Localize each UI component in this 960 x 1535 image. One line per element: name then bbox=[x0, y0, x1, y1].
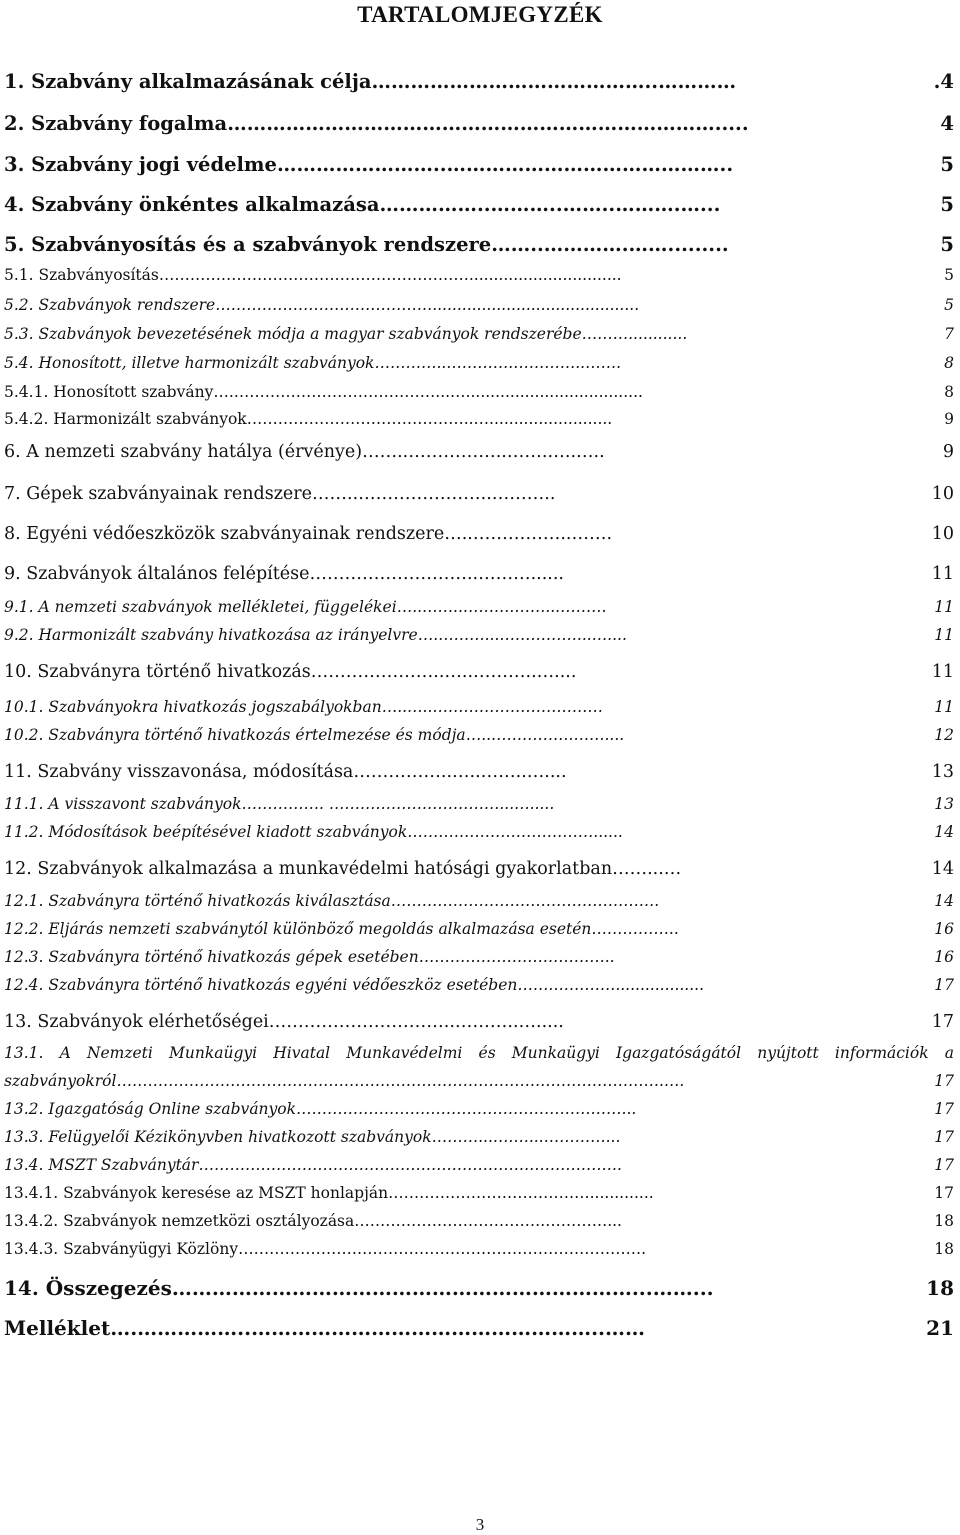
toc-label: 14. Összegezés bbox=[4, 1276, 172, 1300]
toc-page: 17 bbox=[934, 1184, 954, 1202]
toc-label: szabványokról bbox=[4, 1072, 117, 1090]
toc-label: 5.4.2. Harmonizált szabványok bbox=[4, 410, 247, 428]
toc-leader: ………………………..………...... bbox=[309, 564, 564, 584]
toc-entry-10-1[interactable] bbox=[4, 698, 954, 716]
toc-page: 17 bbox=[934, 1100, 954, 1118]
toc-label: 3. Szabvány jogi védelme bbox=[4, 153, 277, 176]
toc-page: 12 bbox=[934, 726, 954, 744]
page-number: 3 bbox=[475, 1515, 485, 1534]
toc-page: 21 bbox=[926, 1316, 954, 1340]
toc-entry-12[interactable] bbox=[4, 859, 954, 879]
toc-leader: ……………………..…………………………………….. bbox=[276, 153, 734, 176]
toc-entry-13-4[interactable] bbox=[4, 1156, 954, 1174]
toc-entry-11-2[interactable] bbox=[4, 823, 954, 841]
toc-leader: ….……………..……………………………………………..…… bbox=[110, 1316, 646, 1340]
toc-leader: …………………………………............. bbox=[388, 1184, 654, 1202]
toc-entry-melleklet[interactable] bbox=[4, 1316, 954, 1340]
toc-entry-13-4-2[interactable] bbox=[4, 1212, 954, 1230]
toc-label: 10. Szabványra történő hivatkozás bbox=[4, 662, 311, 682]
toc-leader: ………...….…...…………... bbox=[431, 1128, 621, 1146]
toc-label: 12. Szabványok alkalmazása a munkavédelmi hatósági gyakorlatban bbox=[4, 859, 613, 879]
toc-page: 16 bbox=[934, 948, 954, 966]
toc-leader: ….…………………………………...….................................... bbox=[213, 383, 643, 401]
toc-entry-10[interactable] bbox=[4, 662, 954, 682]
toc-entry-13[interactable] bbox=[4, 1012, 954, 1032]
toc-page: 11 bbox=[934, 698, 954, 716]
toc-page: 11 bbox=[931, 564, 954, 584]
toc-leader: ………............ bbox=[581, 325, 688, 343]
toc-entry-11-1[interactable] bbox=[4, 795, 954, 813]
toc-label: Melléklet bbox=[4, 1316, 111, 1340]
toc-leader: ……………. ……………………………...…..... bbox=[241, 795, 555, 813]
toc-leader: ……..……………..…….…..….. bbox=[362, 442, 605, 462]
toc-label: 2. Szabvány fogalma bbox=[4, 112, 228, 135]
toc-entry-5-4-2[interactable] bbox=[4, 410, 954, 428]
toc-page: 13 bbox=[931, 762, 954, 782]
toc-label: 5.4. Honosított, illetve harmonizált szabványok bbox=[4, 354, 375, 372]
toc-label: 13.4.3. Szabványügyi Közlöny bbox=[4, 1240, 239, 1258]
toc-label: 5.1. Szabványosítás bbox=[4, 266, 159, 284]
toc-label: 13.4.1. Szabványok keresése az MSZT honlapján bbox=[4, 1184, 389, 1202]
toc-entry-10-2[interactable] bbox=[4, 726, 954, 744]
toc-entry-11[interactable] bbox=[4, 762, 954, 782]
toc-entry-1[interactable] bbox=[4, 70, 954, 93]
toc-page: 14 bbox=[934, 823, 954, 841]
toc-page: 8 bbox=[944, 383, 954, 401]
toc-label: 13.2. Igazgatóság Online szabványok bbox=[4, 1100, 297, 1118]
toc-entry-2[interactable] bbox=[4, 112, 954, 135]
toc-leader: ……………………………………..…......................... bbox=[246, 410, 613, 428]
toc-leader: …………………..…..………..….... bbox=[310, 662, 577, 682]
toc-label: 12.3. Szabványra történő hivatkozás gépek esetében bbox=[4, 948, 419, 966]
toc-leader: …..……..……….……...……… bbox=[396, 598, 607, 616]
toc-leader: ………………………………...... bbox=[407, 823, 623, 841]
toc-label: 11.1. A visszavont szabványok bbox=[4, 795, 242, 813]
toc-entry-3[interactable] bbox=[4, 153, 954, 176]
toc-page: 16 bbox=[934, 920, 954, 938]
toc-entry-5-1[interactable] bbox=[4, 266, 954, 284]
toc-leader: ……………………………………..………… bbox=[371, 70, 737, 93]
toc-leader: …………….. bbox=[591, 920, 679, 938]
toc-entry-13-2[interactable] bbox=[4, 1100, 954, 1118]
toc-page: 18 bbox=[934, 1240, 954, 1258]
toc-entry-5-4[interactable] bbox=[4, 354, 954, 372]
toc-entry-12-2[interactable] bbox=[4, 920, 954, 938]
toc-leader: ……………………………………………………............................... bbox=[158, 266, 622, 284]
toc-leader: …………………………..………..…..... bbox=[268, 1012, 564, 1032]
toc-leader: ………………………………………………………... bbox=[296, 1100, 637, 1118]
toc-label: 10.1. Szabványokra hivatkozás jogszabályokban bbox=[4, 698, 382, 716]
toc-leader: …………………………………….......................................... bbox=[215, 296, 640, 314]
toc-entry-5[interactable] bbox=[4, 233, 954, 256]
toc-entry-12-1[interactable] bbox=[4, 892, 954, 910]
toc-entry-12-4[interactable] bbox=[4, 976, 954, 994]
toc-leader: …….………….................. bbox=[517, 976, 705, 994]
toc-leader: …..…..…………………………… bbox=[381, 698, 603, 716]
toc-entry-5-4-1[interactable] bbox=[4, 383, 954, 401]
toc-leader: ……………..………..……..……….…... bbox=[379, 193, 721, 216]
toc-entry-8[interactable] bbox=[4, 524, 954, 544]
toc-page: 11 bbox=[934, 598, 954, 616]
toc-page: 17 bbox=[934, 1072, 954, 1090]
toc-page: 14 bbox=[931, 859, 954, 879]
toc-label: 1. Szabvány alkalmazásának célja bbox=[4, 70, 372, 93]
toc-leader: ……..………….……......... bbox=[491, 233, 729, 256]
toc-label: 11. Szabvány visszavonása, módosítása bbox=[4, 762, 354, 782]
toc-entry-5-2[interactable] bbox=[4, 296, 954, 314]
toc-page: 5 bbox=[940, 193, 954, 216]
toc-entry-6[interactable] bbox=[4, 442, 954, 462]
toc-label: 13.4. MSZT Szabványtár bbox=[4, 1156, 199, 1174]
toc-entry-13-1-line1[interactable]: 13.1. A Nemzeti Munkaügyi Hivatal Munkavédelmi és Munkaügyi Igazgatóságától nyújtott információk a bbox=[4, 1044, 954, 1062]
toc-label: 12.2. Eljárás nemzeti szabványtól különböző megoldás alkalmazása esetén bbox=[4, 920, 592, 938]
toc-entry-13-4-1[interactable] bbox=[4, 1184, 954, 1202]
toc-page: 8 bbox=[944, 354, 954, 372]
toc-label: 6. A nemzeti szabvány hatálya (érvénye) bbox=[4, 442, 363, 462]
toc-page: 13 bbox=[934, 795, 954, 813]
toc-entry-13-3[interactable] bbox=[4, 1128, 954, 1146]
toc-page: 9 bbox=[944, 410, 954, 428]
toc-leader: …………..………….…………..……. bbox=[374, 354, 622, 372]
toc-leader: ……………………………………………………………...……... bbox=[171, 1276, 714, 1300]
toc-entry-12-3[interactable] bbox=[4, 948, 954, 966]
toc-leader: ……………………………………………………………………. bbox=[238, 1240, 647, 1258]
toc-page: 11 bbox=[931, 662, 954, 682]
toc-label: 7. Gépek szabványainak rendszere bbox=[4, 484, 313, 504]
toc-page: 18 bbox=[934, 1212, 954, 1230]
toc-page: 5 bbox=[944, 266, 954, 284]
toc-page: 9 bbox=[942, 442, 954, 462]
toc-label: 10.2. Szabványra történő hivatkozás értelmezése és módja bbox=[4, 726, 466, 744]
toc-leader: ……………………………….. bbox=[418, 948, 615, 966]
toc-label: 9.2. Harmonizált szabvány hivatkozása az irányelvre bbox=[4, 626, 418, 644]
toc-label: 5.3. Szabványok bevezetésének módja a magyar szabványok rendszerébe bbox=[4, 325, 582, 343]
toc-page: 17 bbox=[934, 976, 954, 994]
toc-leader: ……………………………….…………... bbox=[354, 1212, 622, 1230]
toc-page: 17 bbox=[934, 1156, 954, 1174]
toc-entry-9[interactable] bbox=[4, 564, 954, 584]
toc-entry-5-3[interactable] bbox=[4, 325, 954, 343]
toc-leader: …..…………….…….... bbox=[465, 726, 625, 744]
toc-leader: ……..…………………..……….. bbox=[312, 484, 556, 504]
toc-entry-13-4-3[interactable] bbox=[4, 1240, 954, 1258]
toc-page: 5 bbox=[940, 153, 954, 176]
toc-page: 17 bbox=[931, 1012, 954, 1032]
toc-page: 10 bbox=[931, 524, 954, 544]
toc-leader: ………………………………………………………………………. bbox=[198, 1156, 622, 1174]
toc-label: 8. Egyéni védőeszközök szabványainak rendszere bbox=[4, 524, 445, 544]
toc-page: 5 bbox=[944, 296, 954, 314]
page-title: TARTALOMJEGYZÉK bbox=[357, 2, 603, 27]
toc-page: 18 bbox=[926, 1276, 954, 1300]
toc-page: 4 bbox=[940, 112, 954, 135]
toc-page: 5 bbox=[940, 233, 954, 256]
toc-label: 5.2. Szabványok rendszere bbox=[4, 296, 216, 314]
toc-page: 17 bbox=[934, 1128, 954, 1146]
toc-label: 13.4.2. Szabványok nemzetközi osztályozása bbox=[4, 1212, 355, 1230]
toc-page: .4 bbox=[933, 70, 954, 93]
toc-entry-13-1-line2[interactable] bbox=[4, 1072, 954, 1090]
toc-label: 11.2. Módosítások beépítésével kiadott szabványok bbox=[4, 823, 408, 841]
toc-page: 14 bbox=[934, 892, 954, 910]
toc-leader: ….………...……………...….... bbox=[417, 626, 627, 644]
toc-leader: ……………..…..……..….... bbox=[353, 762, 567, 782]
toc-label: 13. Szabványok elérhetőségei bbox=[4, 1012, 269, 1032]
toc-entry-7[interactable] bbox=[4, 484, 954, 504]
toc-leader: ……………………………………………. bbox=[390, 892, 660, 910]
toc-page: 11 bbox=[934, 626, 954, 644]
toc-label: 5.4.1. Honosított szabvány bbox=[4, 383, 214, 401]
toc-page: 10 bbox=[931, 484, 954, 504]
toc-leader: …..……………..……. bbox=[444, 524, 613, 544]
toc-entry-4[interactable] bbox=[4, 193, 954, 216]
toc-leader: …………………………………………………………………………………………….…. bbox=[116, 1072, 685, 1090]
toc-leader: …………………………………………………………………..... bbox=[227, 112, 749, 135]
toc-label: 13.3. Felügyelői Kézikönyvben hivatkozott szabványok bbox=[4, 1128, 432, 1146]
toc-leader: ……...… bbox=[612, 859, 682, 879]
toc-label: 4. Szabvány önkéntes alkalmazása bbox=[4, 193, 380, 216]
toc-label: 5. Szabványosítás és a szabványok rendszere bbox=[4, 233, 492, 256]
toc-entry-9-2[interactable] bbox=[4, 626, 954, 644]
toc-label: 9.1. A nemzeti szabványok mellékletei, függelékei bbox=[4, 598, 397, 616]
toc-entry-14[interactable] bbox=[4, 1276, 954, 1300]
toc-page: 7 bbox=[944, 325, 954, 343]
toc-entry-9-1[interactable] bbox=[4, 598, 954, 616]
toc-label: 9. Szabványok általános felépítése bbox=[4, 564, 310, 584]
toc-label: 12.4. Szabványra történő hivatkozás egyéni védőeszköz esetében bbox=[4, 976, 518, 994]
toc-label: 12.1. Szabványra történő hivatkozás kiválasztása bbox=[4, 892, 391, 910]
